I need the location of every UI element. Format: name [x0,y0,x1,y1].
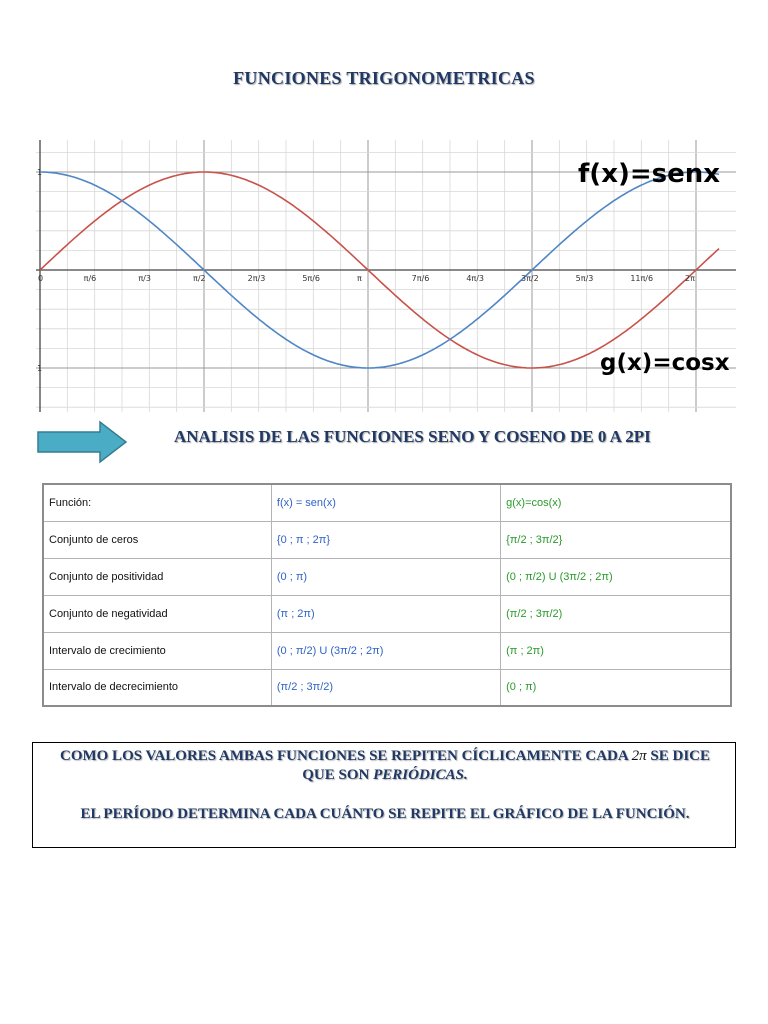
periodicity-note [32,742,736,848]
note-line-1 [33,748,737,765]
row-label: Conjunto de positividad [43,558,271,595]
cos-label: g(x)=cosx [600,350,730,376]
x-tick-label: 0 [38,274,44,283]
x-tick-label: π/2 [193,274,206,283]
note-line-1-text: COMO LOS VALORES AMBAS FUNCIONES SE REPITEN CÍCLICAMENTE CADA [59,748,628,764]
row-label: Intervalo de crecimiento [43,632,271,669]
cos-cell: g(x)=cos(x) [501,484,731,521]
y-tick-label: 1 [37,364,43,373]
x-tick-label: 2π [685,274,695,283]
x-tick-label: 3π/2 [521,274,539,283]
x-tick-label: π [357,274,362,283]
page-title: FUNCIONES TRIGONOMETRICAS [233,68,535,88]
analysis-table-body [43,484,731,706]
trig-chart-svg [36,140,736,412]
x-tick-label: 5π/3 [575,274,594,283]
x-tick-label: 4π/3 [466,274,485,283]
sin-cell: (π/2 ; 3π/2) [271,669,500,706]
period-symbol: 2π [631,748,647,764]
x-tick-label: 5π/6 [302,274,321,283]
x-tick-label: π/3 [138,274,151,283]
sin-cell: f(x) = sen(x) [271,484,500,521]
table-row [43,632,731,669]
note-periodicas: PERIÓDICAS. [373,767,468,783]
trig-graph [36,140,736,412]
row-label: Intervalo de decrecimiento [43,669,271,706]
cos-cell: {π/2 ; 3π/2} [501,521,731,558]
table-row [43,521,731,558]
table-row [43,669,731,706]
note-line-2-text: QUE SON [302,767,370,783]
row-label: Conjunto de ceros [43,521,271,558]
sin-cell: (0 ; π) [271,558,500,595]
cos-cell: (0 ; π/2) U (3π/2 ; 2π) [501,558,731,595]
right-arrow-icon [36,420,128,464]
table-row [43,484,731,521]
sin-cell: (0 ; π/2) U (3π/2 ; 2π) [271,632,500,669]
x-tick-label: 2π/3 [247,274,266,283]
note-line-3: EL PERÍODO DETERMINA CADA CUÁNTO SE REPITE EL GRÁFICO DE LA FUNCIÓN. [80,806,690,822]
sin-label: f(x)=senx [578,159,721,189]
section-subtitle: ANALISIS DE LAS FUNCIONES SENO Y COSENO DE 0 A 2PI [174,427,651,446]
note-line-1-end: SE DICE [650,748,710,764]
sin-cell: {0 ; π ; 2π} [271,521,500,558]
analysis-table [42,483,732,707]
row-label: Función: [43,484,271,521]
table-row [43,595,731,632]
cos-cell: (0 ; π) [501,669,731,706]
cos-cell: (π ; 2π) [501,632,731,669]
sin-cell: (π ; 2π) [271,595,500,632]
x-tick-label: π/6 [83,274,97,283]
table-row [43,558,731,595]
row-label: Conjunto de negatividad [43,595,271,632]
x-tick-label: 7π/6 [411,274,430,283]
x-tick-label: 11π/6 [630,274,654,283]
y-tick-label: 1 [37,168,43,177]
note-line-2 [33,767,737,784]
cos-cell: (π/2 ; 3π/2) [501,595,731,632]
